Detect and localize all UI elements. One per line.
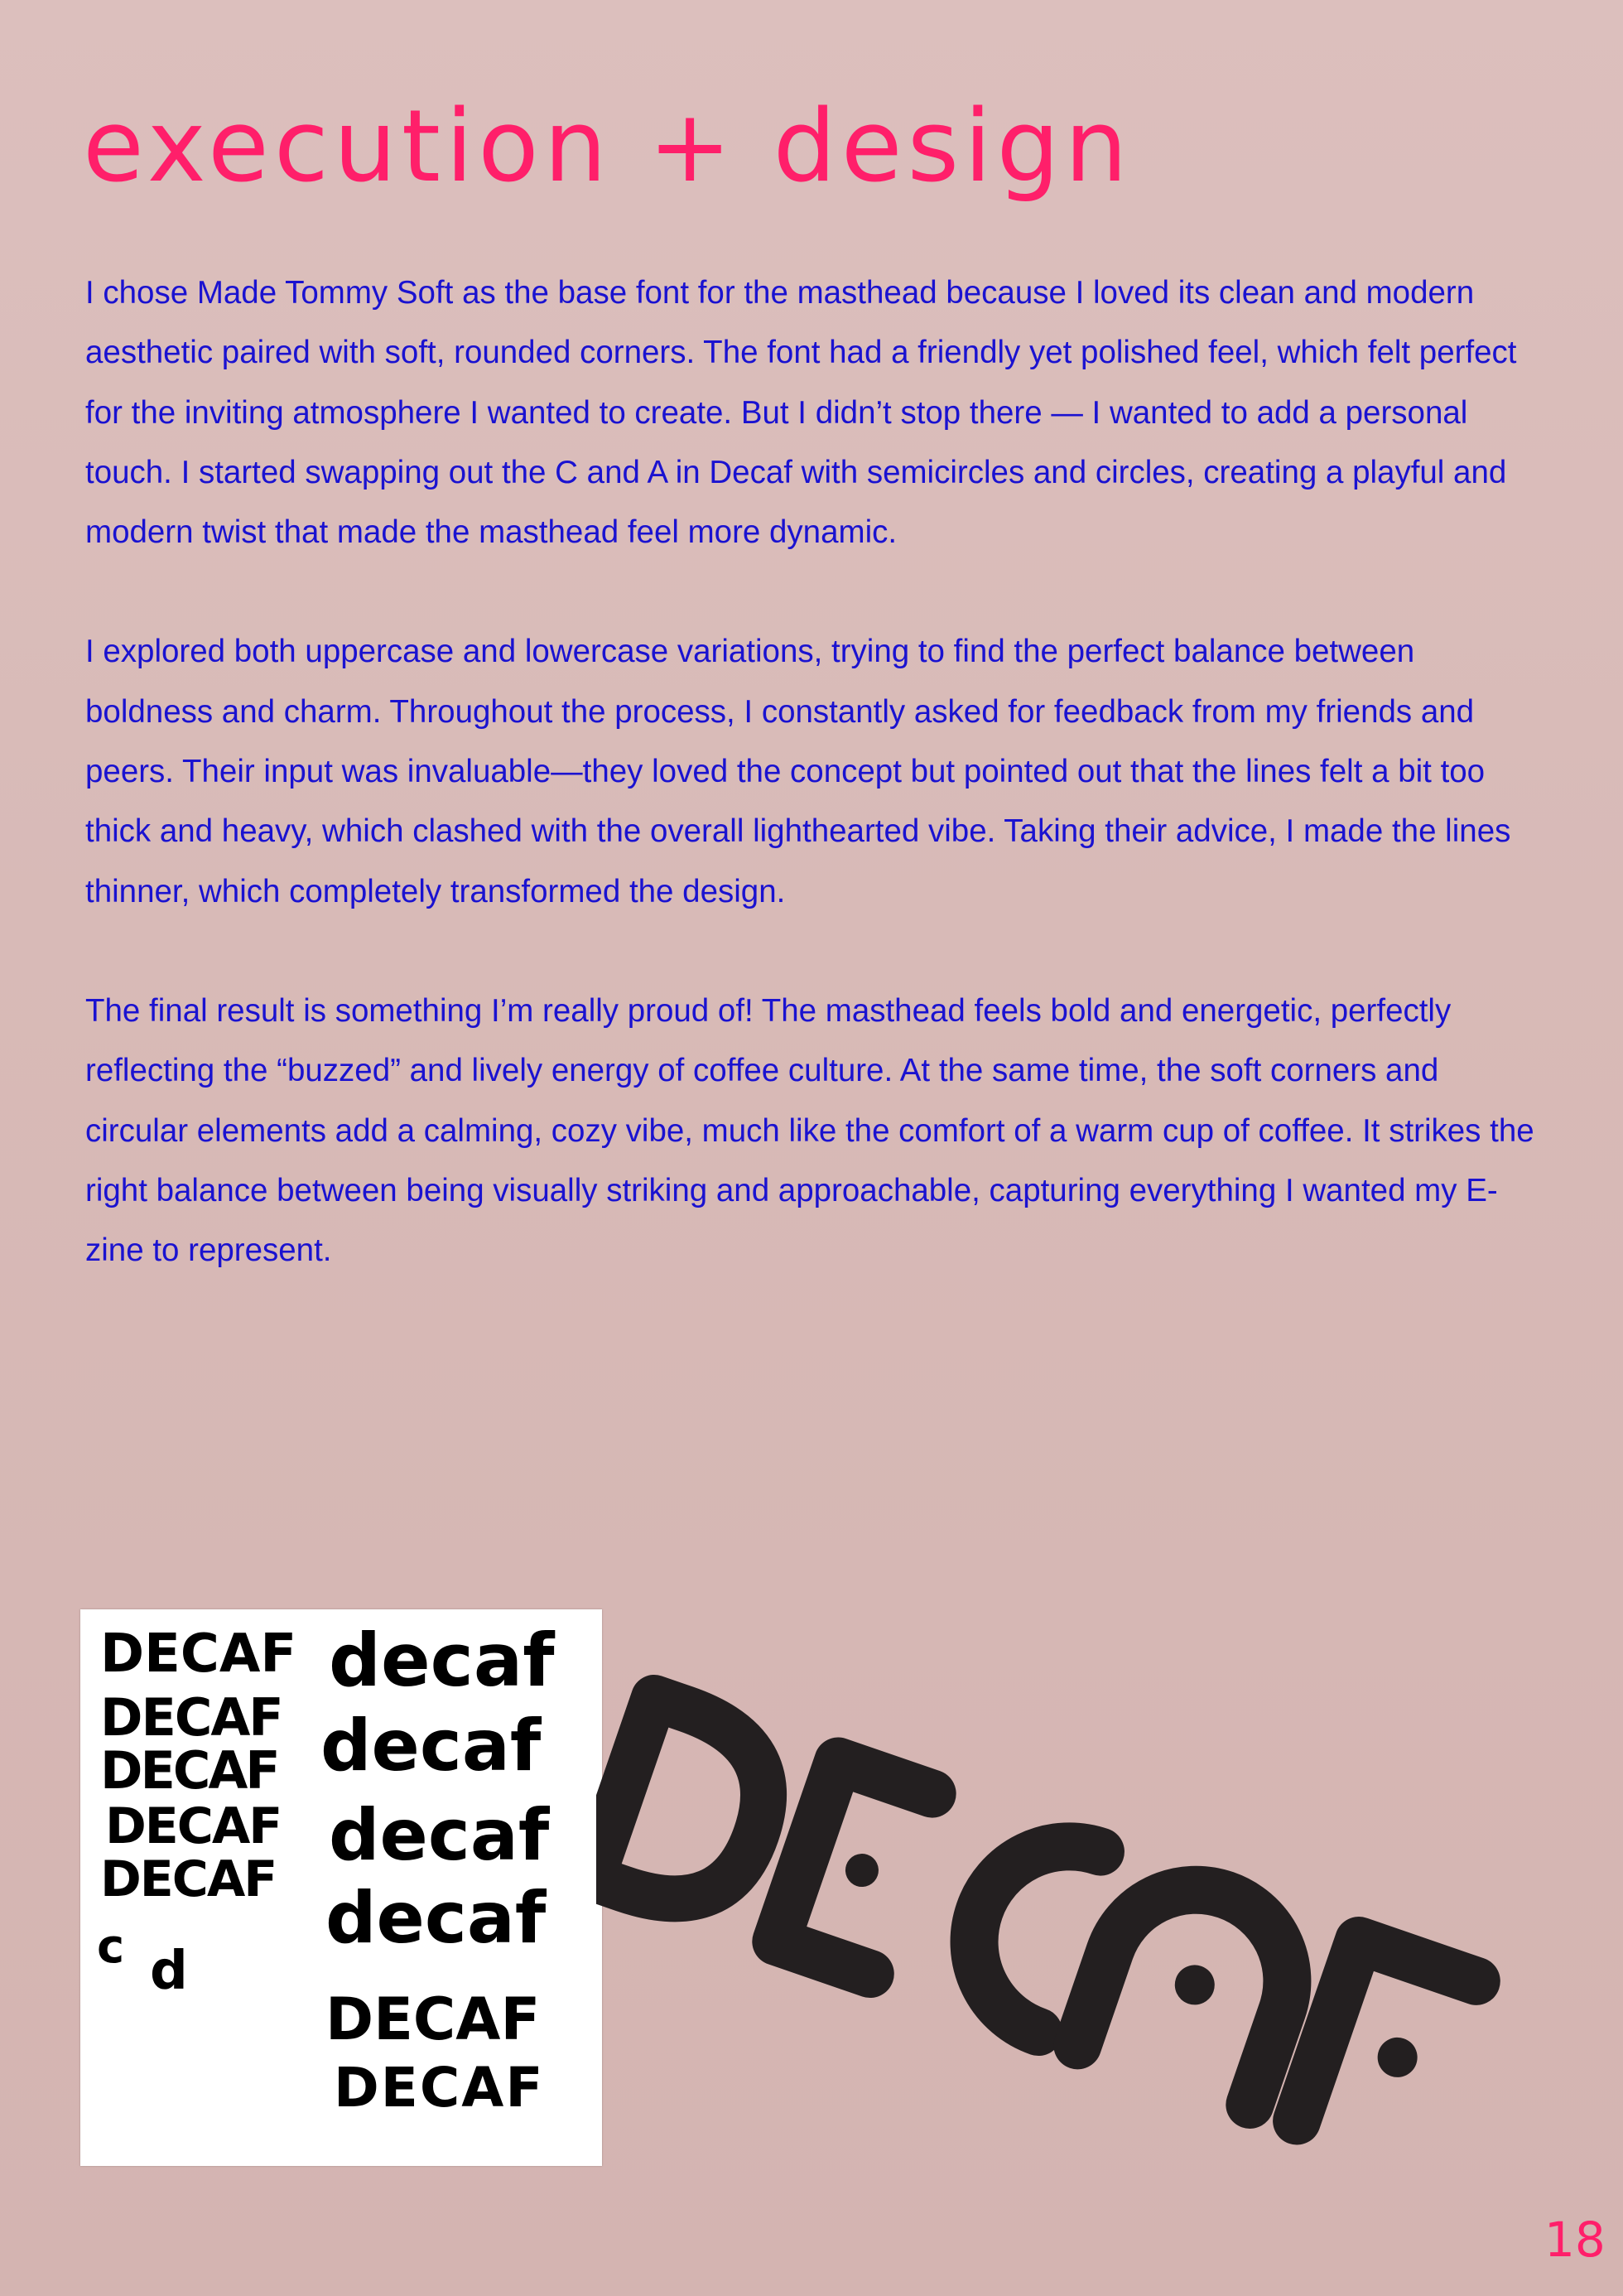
sample-lowercase-2: decaf	[320, 1705, 542, 1787]
body-text	[85, 263, 1543, 1340]
paragraph-3: The final result is something I’m really proud of! The masthead feels bold and energetic, perfectly reflecting the “buzzed” and lively energy of coffee culture. At the same time, the soft corners and circular elements add a calming, cozy vibe, much like the comfort of a warm cup of coffee. It strikes the right balance between being visually striking and approachable, capturing everything I wanted my E-zine to represent.	[85, 992, 1534, 1269]
sample-uppercase-2: DECAF	[100, 1687, 282, 1748]
masthead-letter-e	[776, 1762, 932, 1975]
decaf-masthead-logo	[596, 1640, 1590, 2154]
sample-uppercase-6: DECAF	[325, 1985, 541, 2053]
sample-lowercase-4: decaf	[325, 1877, 547, 1960]
masthead-letter-d	[596, 1698, 787, 1924]
page-number: 18	[1544, 2212, 1606, 2268]
sample-uppercase-5: DECAF	[100, 1850, 277, 1908]
sample-uppercase-7: DECAF	[334, 2056, 545, 2120]
sample-letter-c: c	[97, 1920, 125, 1974]
sample-uppercase-3: DECAF	[100, 1740, 278, 1801]
page-title: execution + design	[83, 89, 1133, 205]
masthead-letter-f	[1297, 1941, 1476, 2154]
sample-uppercase-4: DECAF	[105, 1797, 282, 1855]
paragraph-2: I explored both uppercase and lowercase variations, trying to find the perfect balance between boldness and charm. Throughout the process, I constantly asked for feedback from my friends and peers. Their input was invaluable—they loved the concept but pointed out that the lines felt a bit too thick and heavy, which clashed with the overall lighthearted vibe. Taking their advice, I made the lines thinner, which completely transformed the design.	[85, 634, 1511, 909]
paragraph-1: I chose Made Tommy Soft as the base font for the masthead because I loved its clean and modern aesthetic paired with soft, rounded corners. The font had a friendly yet polished feel, which felt perfect for the inviting atmosphere I wanted to create. But I didn’t stop there — I wanted to add a personal touch. I started swapping out the C and A in Decaf with semicircles and circles, creating a playful and modern twist that made the masthead feel more dynamic.	[85, 275, 1517, 551]
type-exploration-card	[80, 1609, 602, 2166]
sample-lowercase-3: decaf	[329, 1794, 550, 1877]
sample-letter-d: d	[150, 1941, 188, 2002]
sample-uppercase-1: DECAF	[100, 1623, 297, 1685]
masthead-letter-a	[1077, 1865, 1312, 2105]
sample-lowercase-1: decaf	[329, 1618, 555, 1703]
